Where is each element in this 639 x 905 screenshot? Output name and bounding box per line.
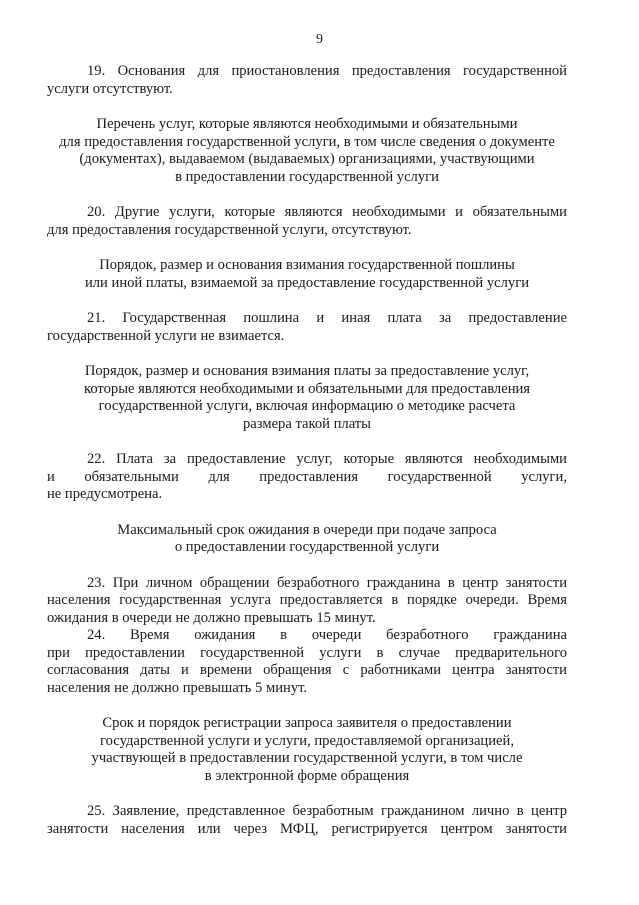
text-line: 21. Государственная пошлина и иная плата за предоставление [87,310,567,326]
text-line: занятости населения или через МФЦ, регистрируется центром занятости [47,820,567,837]
paragraph-24 [47,627,567,697]
text-line: в электронной форме обращения [204,767,410,784]
text-line: услуги отсутствуют. [47,80,173,97]
text-line: Порядок, размер и основания взимания государственной пошлины [99,257,515,273]
paragraph-21 [47,310,567,345]
text-line: участвующей в предоставлении государственной услуги, в том числе [91,750,523,766]
text-line: о предоставлении государственной услуги [174,539,440,555]
text-line: размера такой платы [243,415,371,432]
paragraph-23 [47,575,567,628]
document-body [47,63,567,838]
text-line: и обязательными для предоставления государственной услуги, [47,468,567,485]
heading-state-fee [47,257,567,292]
paragraph-19 [47,63,567,98]
text-line: населения государственная услуга предоставляется в порядке очереди. Время [47,592,567,608]
text-line: согласования даты и времени обращения с работниками центра занятости [47,662,567,678]
text-line: которые являются необходимыми и обязательными для предоставления [83,380,531,397]
heading-related-services [47,116,567,186]
text-line: не предусмотрена. [47,486,163,502]
heading-payment-procedure [47,363,567,433]
page-number: 9 [316,32,323,47]
text-line: государственной услуги и услуги, предоставляемой организацией, [100,732,514,749]
text-line: 24. Время ожидания в очереди безработного гражданина [87,627,567,643]
text-line: Порядок, размер и основания взимания платы за предоставление услуг, [84,363,530,379]
paragraph-20 [47,204,567,239]
text-line: 22. Плата за предоставление услуг, которые являются необходимыми [87,451,567,467]
text-line: 25. Заявление, представленное безработным гражданином лично в центр [87,803,567,819]
paragraph-22 [47,451,567,504]
text-line: Перечень услуг, которые являются необходимыми и обязательными [96,116,518,132]
text-line: Максимальный срок ожидания в очереди при подаче запроса [117,521,497,538]
heading-queue-time [47,522,567,557]
text-line: государственной услуги, включая информацию о методике расчета [98,398,516,414]
text-line: или иной платы, взимаемой за предоставление государственной услуги [84,274,530,291]
text-line: при предоставлении государственной услуги в случае предварительного [47,644,567,661]
text-line: 20. Другие услуги, которые являются необходимыми и обязательными [87,204,567,220]
text-line: (документах), выдаваемом (выдаваемых) организациями, участвующими [79,151,535,167]
paragraph-25 [47,803,567,838]
text-line: Срок и порядок регистрации запроса заявителя о предоставлении [102,715,512,731]
text-line: для предоставления государственной услуги, в том числе сведения о документе [59,133,555,150]
text-line: 23. При личном обращении безработного гражданина в центр занятости [87,574,567,591]
text-line: государственной услуги не взимается. [47,327,285,344]
text-line: ожидания в очереди не должно превышать 15 минут. [47,609,376,626]
text-line: населения не должно превышать 5 минут. [47,679,308,696]
text-line: в предоставлении государственной услуги [175,168,439,185]
text-line: 19. Основания для приостановления предоставления государственной [87,63,567,79]
heading-registration [47,715,567,785]
text-line: для предоставления государственной услуги, отсутствуют. [47,221,412,238]
